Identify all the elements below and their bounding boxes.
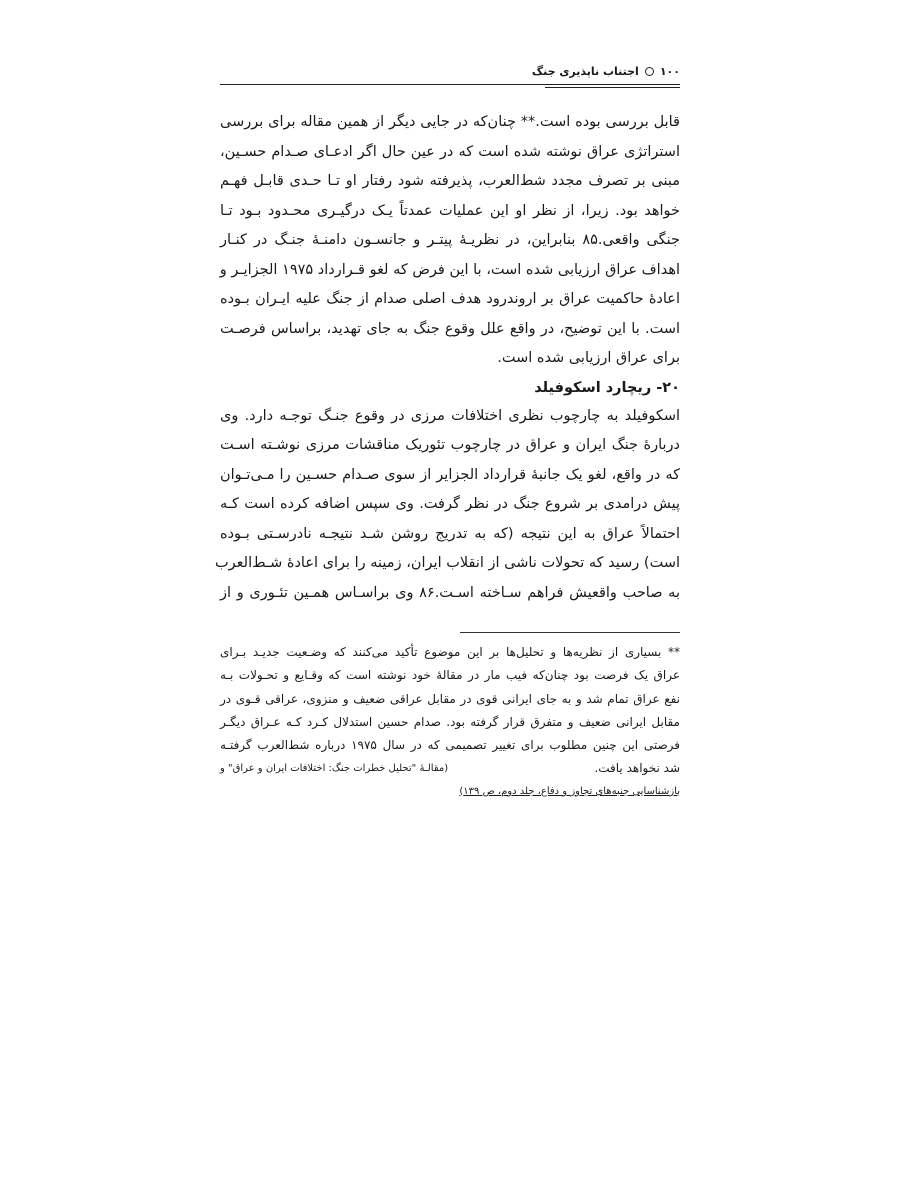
running-head [220,62,680,85]
text-line: اسکوفیلد به چارچوب نظری اختلافات مرزی در وقوع جنـگ توجـه دارد. وی [220,407,680,424]
paragraph-2 [215,402,680,609]
text-line: مبنی بر تصرف مجدد شط‌العرب، پذیرفته شود رفتار او تـا حـدی قابـل فهـم [220,173,680,189]
footnote-source-citation: (مقالـۀ "تحلیل خطرات جنگ: اختلافات ایران و عراق" و [220,763,449,775]
text-line: اعادۀ حاکمیت عراق بر اروندرود هدف اصلی صدام از جنگ علیه ایـران بـوده [220,291,680,307]
footnote-line: شد نخواهد یافت. [594,761,680,776]
footnote-line: نفع عراق تمام شد و به جای ایرانی قوی در مقابل عراقی ضعیف و منزوی، عراقی قـوی در [220,691,680,706]
book-page [215,62,680,803]
footnote [220,641,680,803]
text-line: استراتژی عراق نوشته شده است که در عین حال اگر ادعـای صـدام حسـین، [220,143,680,160]
text-line: خواهد بود. زیرا، از نظر او این عملیات عمدتاً یـک درگیـری محـدود بـود تـا [220,202,680,219]
footnote-last-row [220,757,680,780]
text-line: به صاحب واقعیش فراهم سـاخته اسـت.۸۶ وی براسـاس همـین تئـوری و از [220,584,680,601]
bullet-circle-icon [645,67,654,76]
running-head-title: اجتناب ناپذیری جنگ [531,64,639,78]
text-line: که در واقع، لغو یک جانبۀ قرارداد الجزایر از سوی صـدام حسـین را مـی‌تـوان [220,466,680,483]
text-line: قابل بررسی بوده است.** چنان‌که در جایی دیگر از همین مقاله برای بررسی [220,114,680,130]
page-number: ۱۰۰ [659,64,680,78]
text-line: برای عراق ارزیابی شده است. [497,350,680,366]
text-line: است. با این توضیح، در واقع علل وقوع جنگ به جای تهدید، براساس فرصـت [220,320,680,337]
header-underline [545,87,680,88]
footnote-line: ** بسیاری از نظریه‌ها و تحلیل‌ها بر این موضوع تأکید می‌کنند که وضـعیت جدیـد بـرای [220,645,680,659]
text-line: پیش درامدی بر شروع جنگ در نظر گرفت. وی سپس اضافه کرده است کـه [220,496,680,512]
text-line: است) رسید که تحولات ناشی از انقلاب ایران، زمینه را برای اعادۀ شـط‌العرب [215,555,680,571]
footnote-line: فرصتی این چنین مطلوب برای تغییر تصمیمی که در سال ۱۹۷۵ درباره شط‌العرب گرفتـه [220,738,680,753]
text-line: دربارۀ جنگ ایران و عراق در چارچوب تئوریک مناقشات مرزی نوشـته اسـت [220,437,680,453]
text-line: احتمالاً عراق به این نتیجه (که به تدریج روشن شـد نتیجـه نادرسـتی بـوده [220,525,680,542]
footnote-separator [460,632,680,633]
footnote-line: مقابل ایرانی ضعیف و متفرق قرار گرفته بود. صدام حسین استدلال کـرد کـه عـراق دیگـر [220,714,680,729]
text-line: اهداف عراق ارزیابی شده است، با این فرض که لغو قـرارداد ۱۹۷۵ الجزایـر و [219,261,680,278]
footnote-line: عراق یک فرصت بود چنان‌که فیب مار در مقالۀ خود نوشته است که وقـایع و تحـولات بـه [220,668,680,683]
section-heading: ۲۰- ریچارد اسکوفیلد [534,379,680,396]
footnote-source-citation-continued: بازشناسایی جنبه‌های تجاوز و دفاع، جلد دوم، ص ۱۳۹) [459,785,680,797]
text-line: جنگی واقعی.۸۵ بنابراین، در نظریـۀ پیتـر و جانسـون دامنـۀ جنـگ در کنـار [220,232,680,248]
paragraph-1 [220,108,680,374]
